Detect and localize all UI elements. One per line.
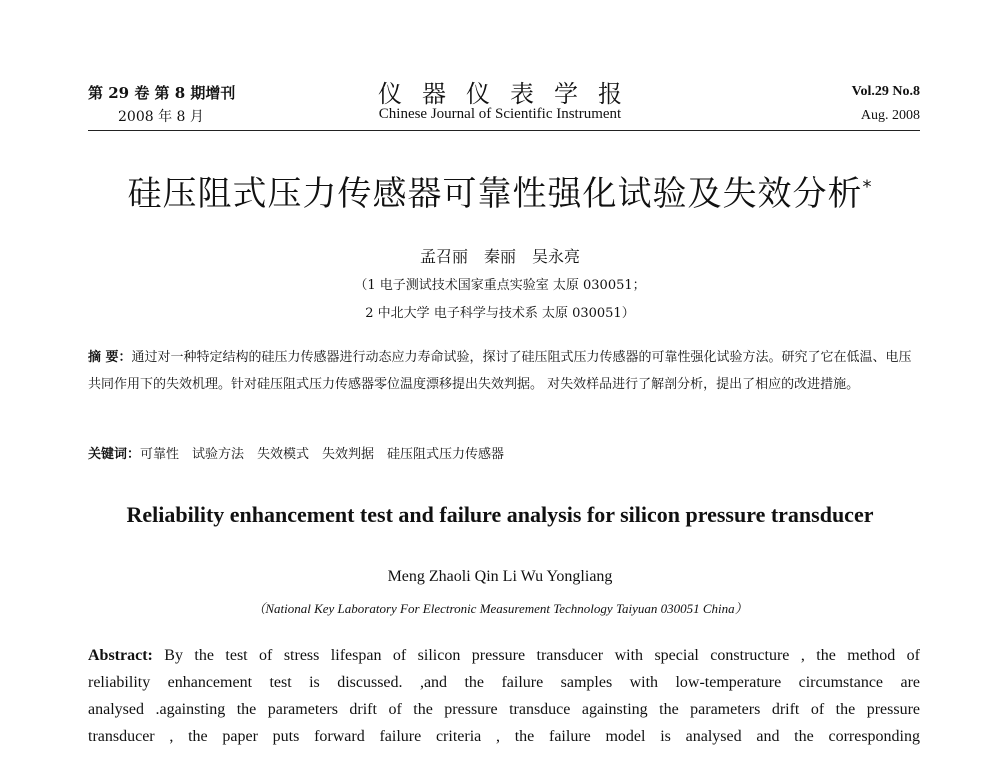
abstract-en-line: reliability enhancement test is discussed. ,and the failure samples with low-temperature circumstance are [88,674,920,691]
authors-cn: 孟召丽 秦丽 吴永亮 [419,247,580,266]
keywords-cn-text: 可靠性 试验方法 失效模式 失效判据 硅压阻式压力传感器 [140,447,505,462]
title-footnote-mark: * [862,176,873,198]
abstract-en-line [88,642,920,669]
keywords-cn-label: 关键词： [88,447,141,462]
paper-title-cn-text: 硅压阻式压力传感器可靠性强化试验及失效分析 [127,174,863,214]
abstract-en-line: transducer , the paper puts forward failure criteria , the failure model is analysed and the corresponding [88,728,920,745]
abstract-en-line: analysed .againsting the parameters drift of the pressure transduce againsting the parameters drift of the pressure [88,701,920,718]
volume-issue-en: Vol.29 No.8 [851,84,920,99]
abstract-cn-label: 摘 要： [88,350,132,365]
header-rule [88,130,920,131]
abstract-en [88,642,920,760]
keywords-cn [88,443,504,462]
affiliation-cn-2: 2 中北大学 电子科学与技术系 太原 030051） [365,306,635,321]
paper-title-cn [0,166,1000,215]
authors-en: Meng Zhaoli Qin Li Wu Yongliang [387,568,613,585]
journal-name-cn: 仪器仪表学报 [378,80,642,108]
paper-title-en: Reliability enhancement test and failure analysis for silicon pressure transducer [126,502,874,527]
abstract-en-line-text: By the test of stress lifespan of silicon pressure transducer with special constructure , the method of [152,647,920,664]
date-cn: 2008 年 8 月 [118,109,204,125]
date-en: Aug. 2008 [860,108,920,123]
affiliation-cn-1: （1 电子测试技术国家重点实验室 太原 030051； [354,278,646,293]
volume-issue-cn: 第 29 卷 第 8 期增刊 [88,84,236,102]
abstract-cn [88,344,920,398]
affiliation-en: （National Key Laboratory For Electronic Measurement Technology Taiyuan 030051 China） [252,601,748,616]
abstract-cn-text: 通过对一种特定结构的硅压力传感器进行动态应力寿命试验，探讨了硅压阻式压力传感器的可靠性强化试验方法。研究了它在低温、电压共同作用下的失效机理。针对硅压阻式压力传感器零位温度漂移提出失效判据。 对失效样品进行了解剖分析，提出了相应的改进措施。 [88,350,912,392]
abstract-en-label: Abstract: [88,647,153,664]
journal-name-en: Chinese Journal of Scientific Instrument [378,106,622,122]
